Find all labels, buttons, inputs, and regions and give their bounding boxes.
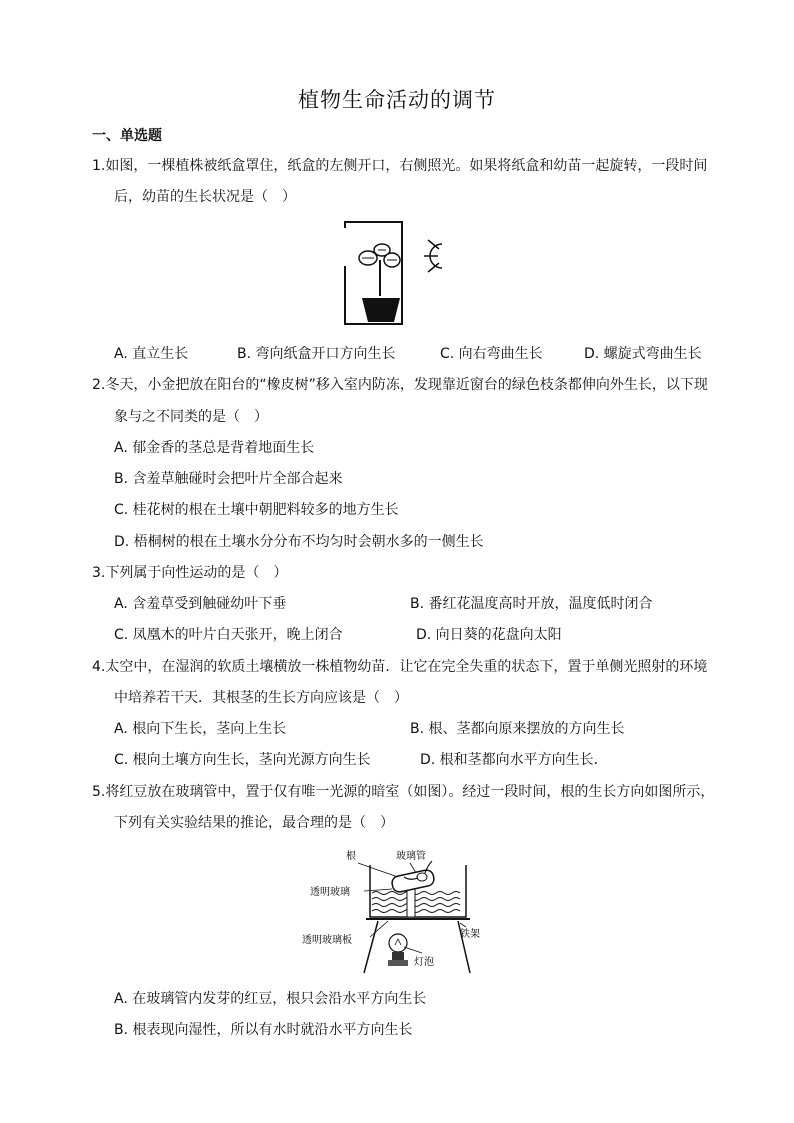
q1-option-b: B. 弯向纸盒开口方向生长 (237, 346, 396, 362)
question-2-text-cont: 象与之不同类的是（ ） (114, 409, 268, 425)
q3-option-b: B. 番红花温度高时开放，温度低时闭合 (410, 596, 653, 612)
q4-option-d: D. 根和茎都向水平方向生长． (420, 752, 608, 768)
question-1-text: 1.如图，一棵植株被纸盒罩住，纸盒的左侧开口，右侧照光。如果将纸盒和幼苗一起旋转，一段时间 (92, 158, 708, 174)
label-iron-stand: 铁架 (460, 929, 480, 940)
root-experiment-figure (300, 845, 490, 980)
label-root: 根 (346, 851, 356, 862)
question-1-text-cont: 后，幼苗的生长状况是（ ） (114, 189, 296, 205)
q4-option-a: A. 根向下生长，茎向上生长 (114, 721, 287, 737)
q3-option-a: A. 含羞草受到触碰幼叶下垂 (114, 596, 287, 612)
label-glass-tube: 玻璃管 (396, 851, 426, 862)
q1-option-a: A. 直立生长 (114, 346, 189, 362)
q2-option-a: A. 郁金香的茎总是背着地面生长 (114, 440, 315, 456)
q4-option-b: B. 根、茎都向原来摆放的方向生长 (410, 721, 625, 737)
question-4-text-cont: 中培养若干天．其根茎的生长方向应该是（ ） (114, 690, 408, 706)
page-title: 植物生命活动的调节 (298, 88, 496, 112)
q1-option-c: C. 向右弯曲生长 (440, 346, 543, 362)
q5-option-a: A. 在玻璃管内发芽的红豆，根只会沿水平方向生长 (114, 991, 427, 1007)
question-2-text: 2.冬天，小金把放在阳台的“橡皮树”移入室内防冻，发现靠近窗台的绿色枝条都伸向外生长，以下现 (92, 377, 708, 393)
q2-option-d: D. 梧桐树的根在土壤水分分布不均匀时会朝水多的一侧生长 (114, 534, 484, 550)
q2-option-c: C. 桂花树的根在土壤中朝肥料较多的地方生长 (114, 502, 399, 518)
question-5-text: 5.将红豆放在玻璃管中，置于仅有唯一光源的暗室（如图）。经过一段时间，根的生长方向如图所示， (92, 784, 715, 800)
q3-option-d: D. 向日葵的花盘向太阳 (416, 627, 562, 643)
label-clear-glass: 透明玻璃 (310, 887, 350, 898)
section-heading: 一、单选题 (92, 128, 162, 144)
question-3-text: 3.下列属于向性运动的是（ ） (92, 565, 288, 581)
question-4-text: 4.太空中，在湿润的软质土壤横放一株植物幼苗．让它在完全失重的状态下，置于单侧光照射的环境 (92, 659, 708, 675)
q5-option-b: B. 根表现向湿性，所以有水时就沿水平方向生长 (114, 1022, 413, 1038)
label-bulb: 灯泡 (414, 957, 434, 968)
q1-option-d: D. 螺旋式弯曲生长 (584, 346, 702, 362)
q2-option-b: B. 含羞草触碰时会把叶片全部合起来 (114, 471, 343, 487)
q3-option-c: C. 凤凰木的叶片白天张开，晚上闭合 (114, 627, 343, 643)
question-5-text-cont: 下列有关实验结果的推论，最合理的是（ ） (114, 815, 394, 831)
q4-option-c: C. 根向土壤方向生长，茎向光源方向生长 (114, 752, 371, 768)
plant-box-figure (340, 218, 460, 328)
label-clear-glass-plate: 透明玻璃板 (302, 935, 352, 946)
